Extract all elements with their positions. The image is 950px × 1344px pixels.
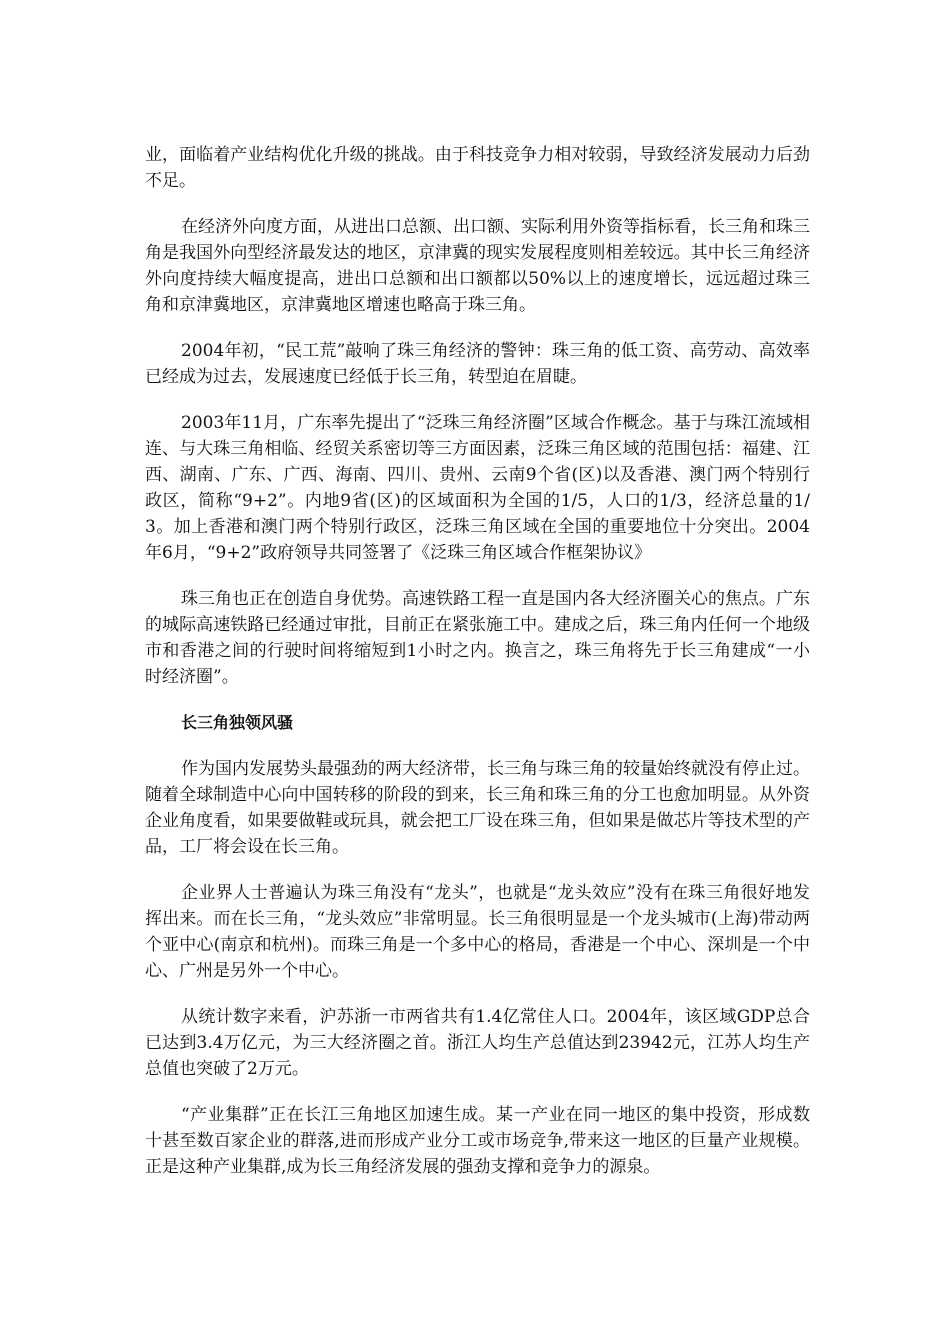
paragraph-4: 2003年11月，广东率先提出了“泛珠三角经济圈”区域合作概念。基于与珠江流域相连、与大珠三角相临、经贸关系密切等三方面因素，泛珠三角区域的范围包括：福建、江西、湖南、广东、广西、海南、四川、贵州、云南9个省(区)以及香港、澳门两个特别行政区，简称“9+2”。内地9省(区)的区域面积为全国的1/5，人口的1/3，经济总量的1/3。加上香港和澳门两个特别行政区，泛珠三角区域在全国的重要地位十分突出。2004年6月，“9+2”政府领导共同签署了《泛珠三角区域合作框架协议》 [145,413,810,563]
paragraph-6: 作为国内发展势头最强劲的两大经济带，长三角与珠三角的较量始终就没有停止过。随着全球制造中心向中国转移的阶段的到来，长三角和珠三角的分工也愈加明显。从外资企业角度看，如果要做鞋或玩具，就会把工厂设在珠三角，但如果是做芯片等技术型的产品，工厂将会设在长三角。 [145,759,810,857]
paragraph-8: 从统计数字来看，沪苏浙一市两省共有1.4亿常住人口。2004年，该区域GDP总合已达到3.4万亿元，为三大经济圈之首。浙江人均生产总值达到23942元，江苏人均生产总值也突破了2万元。 [145,1007,810,1079]
paragraph-1: 业，面临着产业结构优化升级的挑战。由于科技竞争力相对较弱，导致经济发展动力后劲不足。 [145,145,810,191]
paragraph-3: 2004年初，“民工荒”敲响了珠三角经济的警钟：珠三角的低工资、高劳动、高效率已经成为过去，发展速度已经低于长三角，转型迫在眉睫。 [145,341,810,387]
paragraph-9: “产业集群”正在长江三角地区加速生成。某一产业在同一地区的集中投资，形成数十甚至数百家企业的群落,进而形成产业分工或市场竞争,带来这一地区的巨量产业规模。正是这种产业集群,成为长三角经济发展的强劲支撑和竞争力的源泉。 [145,1105,810,1177]
paragraph-5: 珠三角也正在创造自身优势。高速铁路工程一直是国内各大经济圈关心的焦点。广东的城际高速铁路已经通过审批，目前正在紧张施工中。建成之后，珠三角内任何一个地级市和香港之间的行驶时间将缩短到1小时之内。换言之，珠三角将先于长三角建成“一小时经济圈”。 [145,589,810,687]
paragraph-7: 企业界人士普遍认为珠三角没有“龙头”，也就是“龙头效应”没有在珠三角很好地发挥出来。而在长三角，“龙头效应”非常明显。长三角很明显是一个龙头城市(上海)带动两个亚中心(南京和杭州)。而珠三角是一个多中心的格局，香港是一个中心、深圳是一个中心、广州是另外一个中心。 [145,883,810,981]
section-heading: 长三角独领风骚 [181,713,294,732]
document-page [145,142,810,1200]
paragraph-2: 在经济外向度方面，从进出口总额、出口额、实际利用外资等指标看，长三角和珠三角是我国外向型经济最发达的地区，京津冀的现实发展程度则相差较远。其中长三角经济外向度持续大幅度提高，进出口总额和出口额都以50%以上的速度增长，远远超过珠三角和京津冀地区，京津冀地区增速也略高于珠三角。 [145,217,810,315]
